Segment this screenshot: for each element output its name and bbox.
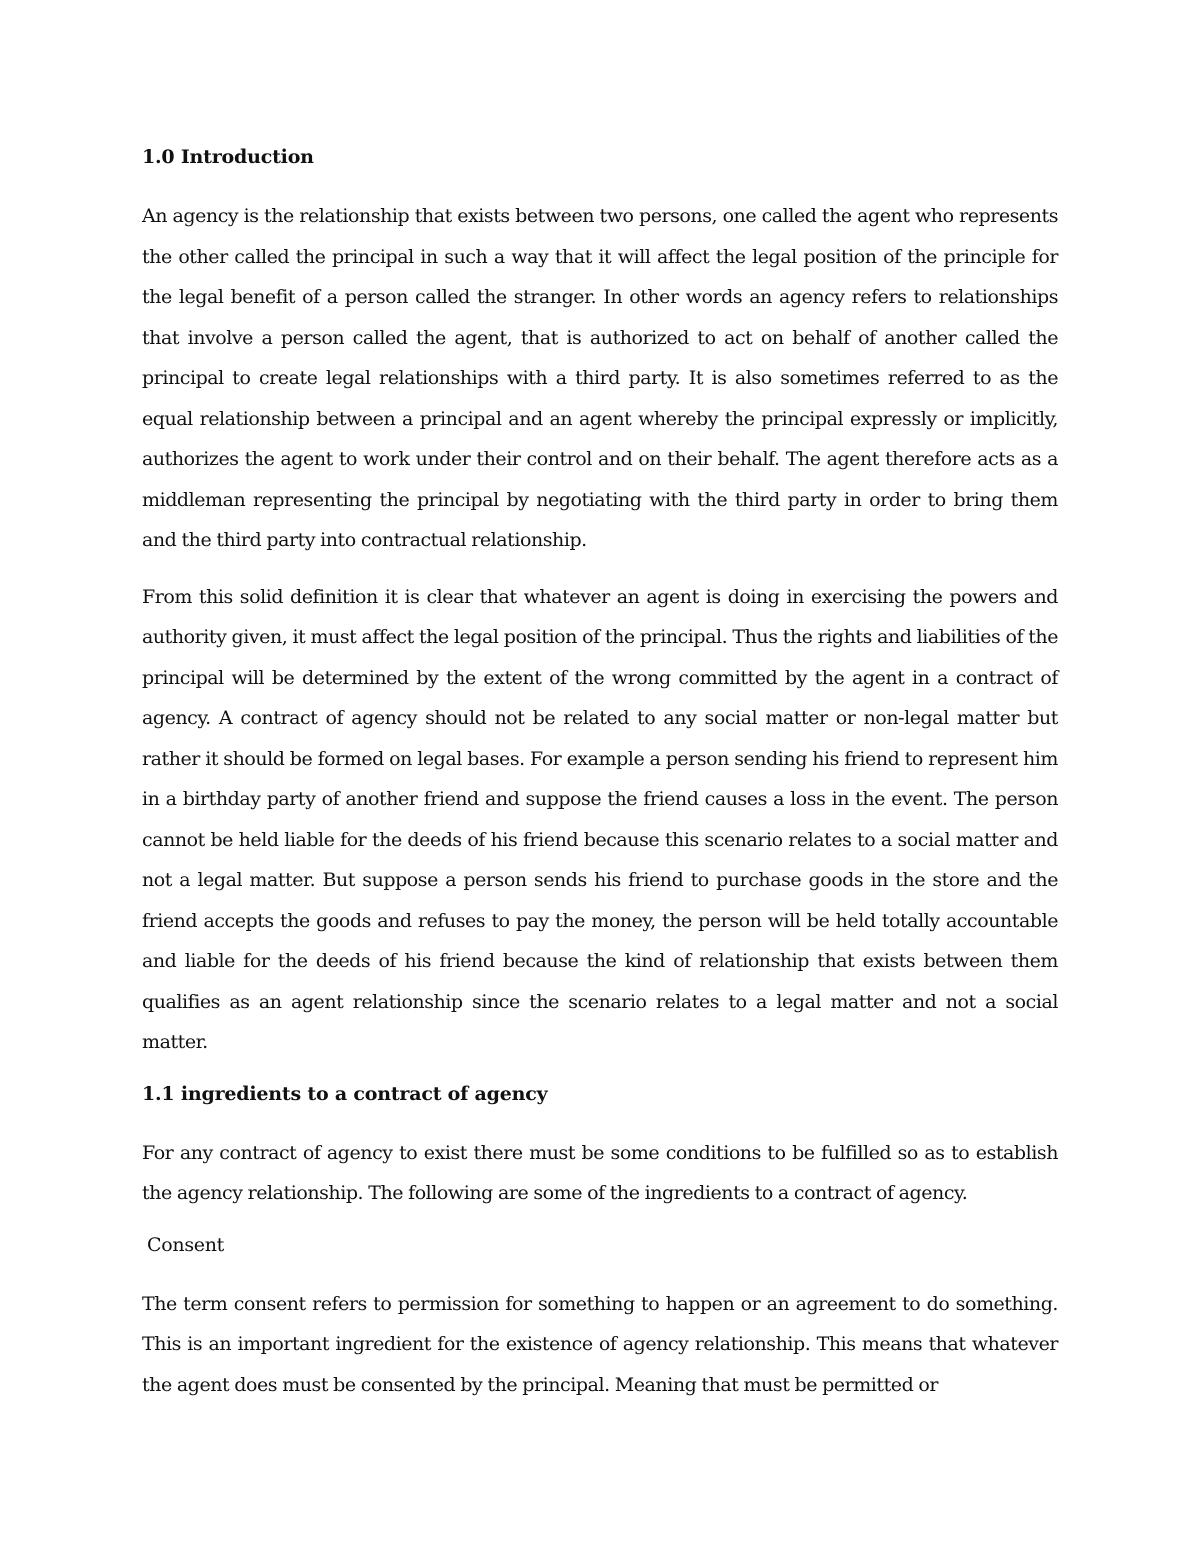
document-body	[142, 140, 1058, 1405]
body-paragraph: For any contract of agency to exist there must be some conditions to be fulfilled so as to establish the agency relationship. The following are some of the ingredients to a contract of agency.	[142, 1141, 1058, 1204]
subheading-consent: Consent	[147, 1233, 224, 1256]
body-paragraph: The term consent refers to permission for something to happen or an agreement to do something. This is an important ingredient for the existence of agency relationship. This means that whatever the agent does must be consented by the principal. Meaning that must be permitted or	[142, 1292, 1058, 1396]
section-heading-ingredients: 1.1 ingredients to a contract of agency	[142, 1082, 548, 1105]
section-heading-introduction: 1.0 Introduction	[142, 146, 314, 168]
body-paragraph: An agency is the relationship that exists between two persons, one called the agent who represents the other called the principal in such a way that it will affect the legal position of the principle for the legal benefit of a person called the stranger. In other words an agency refers to relationships that involve a person called the agent, that is authorized to act on behalf of another called the principal to create legal relationships with a third party. It is also sometimes referred to as the equal relationship between a principal and an agent whereby the principal expressly or implicitly, authorizes the agent to work under their control and on their behalf. The agent therefore acts as a middleman representing the principal by negotiating with the third party in order to bring them and the third party into contractual relationship.	[142, 205, 1058, 551]
body-paragraph: From this solid definition it is clear that whatever an agent is doing in exercising the powers and authority given, it must affect the legal position of the principal. Thus the rights and liabilities of the principal will be determined by the extent of the wrong committed by the agent in a contract of agency. A contract of agency should not be related to any social matter or non-legal matter but rather it should be formed on legal bases. For example a person sending his friend to represent him in a birthday party of another friend and suppose the friend causes a loss in the event. The person cannot be held liable for the deeds of his friend because this scenario relates to a social matter and not a legal matter. But suppose a person sends his friend to purchase goods in the store and the friend accepts the goods and refuses to pay the money, the person will be held totally accountable and liable for the deeds of his friend because the kind of relationship that exists between them qualifies as an agent relationship since the scenario relates to a legal matter and not a social matter.	[142, 585, 1058, 1053]
